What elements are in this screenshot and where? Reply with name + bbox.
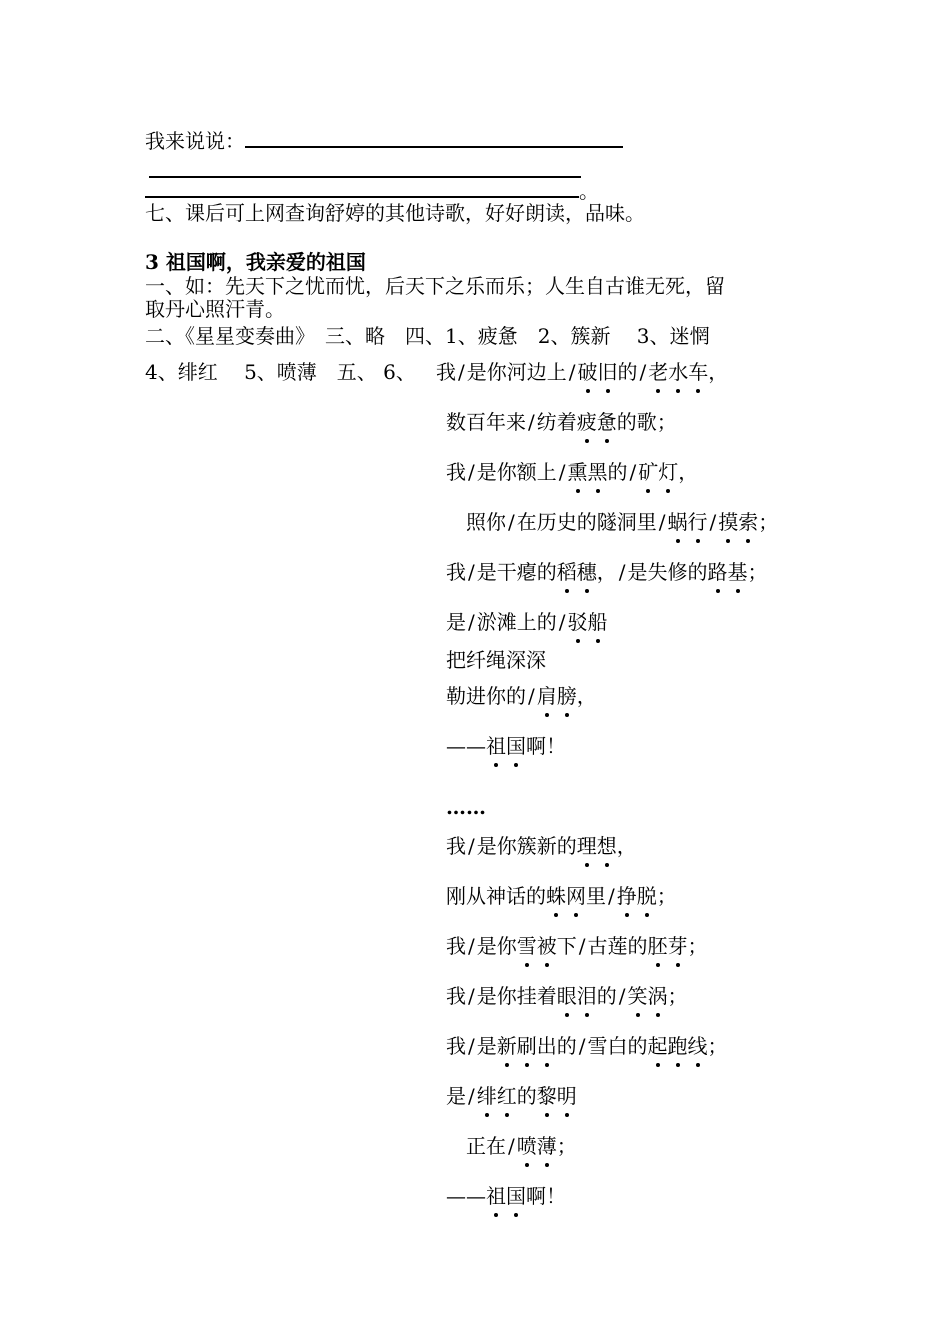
poem-text: 我 [446, 834, 466, 858]
poem-text: —— [446, 734, 486, 758]
speak-prompt-label: 我来说说： [145, 129, 245, 153]
stressed-char: 行 [687, 510, 708, 534]
poem-text: 刚从神话的 [446, 884, 546, 908]
stressed-word [648, 360, 708, 384]
pause-mark: / [468, 1084, 475, 1108]
poem-text: 的 [617, 360, 638, 384]
pause-mark: / [468, 1034, 475, 1058]
poem-line [446, 1034, 728, 1058]
poem-text: ； [747, 560, 768, 584]
stressed-char: 想 [596, 834, 617, 858]
pause-mark: / [468, 834, 475, 858]
stressed-char: 祖 [486, 1184, 506, 1208]
stressed-char: 穗 [576, 560, 597, 584]
stressed-char: 路 [707, 560, 728, 584]
stressed-char: 基 [727, 560, 748, 584]
poem-text: 我 [446, 984, 466, 1008]
poem-line [446, 884, 677, 908]
stressed-char: 笑 [627, 984, 648, 1008]
stressed-word [537, 1084, 577, 1108]
poem-text: 的 [607, 460, 628, 484]
pause-mark: / [558, 460, 566, 484]
stressed-word [628, 984, 668, 1008]
stressed-word [557, 984, 597, 1008]
stressed-word [537, 684, 577, 708]
stressed-char: 疲 [576, 410, 597, 434]
stressed-char: 刷 [516, 1034, 537, 1058]
poem-text: 我 [446, 934, 466, 958]
stressed-char: 黎 [536, 1084, 557, 1108]
stressed-word [577, 834, 617, 858]
pause-mark: / [618, 984, 626, 1008]
answer-blank-2[interactable] [149, 158, 581, 178]
stressed-char: 蛛 [546, 884, 566, 908]
stressed-char: 黑 [587, 460, 608, 484]
poem-text: 我 [446, 1034, 466, 1058]
poem-text: ， [708, 360, 729, 384]
stressed-word [577, 410, 617, 434]
stressed-char: 摸 [718, 510, 739, 534]
section-title: 3 祖国啊，我亲爱的祖国 [145, 250, 366, 274]
stressed-char: 熏 [567, 460, 588, 484]
stressed-char: 灯 [658, 460, 679, 484]
stressed-char: 膀 [556, 684, 577, 708]
poem-line [446, 984, 688, 1008]
stressed-char: 绯 [476, 1084, 497, 1108]
stressed-char: 跑 [667, 1034, 688, 1058]
pause-mark: / [578, 934, 586, 958]
poem-line [446, 934, 708, 958]
stressed-char: 国 [506, 1184, 526, 1208]
answer-two-line: 二、《星星变奏曲》 三、略 四、1、疲惫 2、簇新 3、迷惘 [145, 324, 710, 348]
pause-mark: / [468, 460, 475, 484]
poem-line [446, 410, 677, 434]
poem-text: 纺着 [536, 410, 577, 434]
stressed-char: 网 [566, 884, 586, 908]
poem-text: 我 [446, 560, 466, 584]
stressed-char: 船 [587, 610, 608, 634]
poem-text: ， [576, 684, 597, 708]
stressed-char: 国 [506, 734, 526, 758]
pause-mark: / [528, 684, 535, 708]
poem-text: 是干瘪的 [476, 560, 557, 584]
poem-text: 是 [446, 1084, 466, 1108]
poem-line [446, 560, 768, 584]
stressed-char: 车 [688, 360, 709, 384]
pause-mark: / [558, 610, 566, 634]
stressed-word [497, 1034, 557, 1058]
answer-one-line-a: 一、如：先天下之忧而忧，后天下之乐而乐；人生自古谁无死，留 [145, 274, 725, 298]
poem-text: 的 [556, 1034, 577, 1058]
stressed-char: 泪 [576, 984, 597, 1008]
pause-mark: / [658, 510, 666, 534]
stressed-char: 线 [687, 1034, 708, 1058]
poem-text: 啊！ [526, 734, 566, 758]
stressed-word [718, 510, 758, 534]
poem-text: 是你河边上 [466, 360, 567, 384]
pause-mark: / [468, 610, 475, 634]
poem-text: 啊！ [526, 1184, 566, 1208]
stressed-char: 水 [668, 360, 689, 384]
stressed-char: 索 [738, 510, 759, 534]
stressed-char: 胚 [647, 934, 668, 958]
poem-text: 照你 [446, 510, 506, 534]
poem-line [446, 834, 637, 858]
poem-text: 淤滩上的 [476, 610, 557, 634]
stressed-char: 驳 [567, 610, 588, 634]
stressed-word [486, 734, 526, 758]
stressed-char: 出 [536, 1034, 557, 1058]
poem-text: 里 [586, 884, 606, 908]
poem-text: 是你额上 [476, 460, 557, 484]
stressed-char: 眼 [556, 984, 577, 1008]
stressed-word [546, 884, 586, 908]
stressed-word [638, 460, 678, 484]
poem-line [446, 510, 778, 534]
poem-text: ； [656, 884, 677, 908]
stressed-word [517, 934, 557, 958]
stressed-char: 理 [576, 834, 597, 858]
speak-prompt-line [145, 128, 623, 153]
pause-mark: / [468, 984, 475, 1008]
poem-text: ； [687, 934, 708, 958]
poem-line [446, 734, 566, 758]
poem-line [436, 360, 728, 384]
pause-mark: / [608, 884, 615, 908]
pause-mark: / [528, 410, 535, 434]
poem-text: 把纤绳深深 [446, 648, 546, 672]
stressed-word [708, 560, 748, 584]
stressed-word [477, 1084, 517, 1108]
poem-text: 的歌； [616, 410, 677, 434]
poem-line [446, 610, 608, 634]
poem-line [446, 1134, 577, 1158]
stressed-char: 蜗 [667, 510, 688, 534]
pause-mark: / [629, 460, 637, 484]
stressed-char: 祖 [486, 734, 506, 758]
stressed-char: 红 [496, 1084, 517, 1108]
poem-text: 在历史的隧洞里 [516, 510, 657, 534]
stressed-char: 喷 [516, 1134, 537, 1158]
pause-mark: / [458, 360, 465, 384]
stressed-word [578, 360, 618, 384]
stressed-char: 涡 [647, 984, 668, 1008]
poem-text: 的 [596, 984, 617, 1008]
poem-text: 是你 [476, 934, 517, 958]
poem-line [446, 1184, 566, 1208]
stressed-word [557, 560, 597, 584]
poem-line [446, 648, 546, 672]
stressed-word [517, 1134, 557, 1158]
answer-blank-1[interactable] [245, 128, 623, 148]
pause-mark: / [618, 560, 626, 584]
stressed-word [648, 1034, 708, 1058]
stressed-char: 被 [536, 934, 557, 958]
poem-text: 下 [556, 934, 577, 958]
stressed-char: 脱 [636, 884, 657, 908]
poem-text: 古莲的 [587, 934, 648, 958]
pause-mark: / [508, 510, 515, 534]
poem-line [446, 460, 698, 484]
poem-text: 是 [446, 610, 466, 634]
poem-text: 我 [446, 460, 466, 484]
pause-mark: / [468, 934, 475, 958]
poem-text: 雪白的 [587, 1034, 648, 1058]
stressed-char: 明 [556, 1084, 577, 1108]
stressed-char: 旧 [597, 360, 618, 384]
stressed-word [568, 610, 608, 634]
answer-blank-3[interactable] [145, 178, 579, 198]
poem-text: 正在 [446, 1134, 506, 1158]
stressed-char: 肩 [536, 684, 557, 708]
pause-mark: / [709, 510, 717, 534]
period-mark: 。 [579, 179, 599, 203]
poem-text: ； [667, 984, 688, 1008]
answer-blank-line-3 [145, 178, 599, 203]
poem-line [446, 1084, 577, 1108]
poem-text: 是你簇新的 [476, 834, 577, 858]
poem-text: ； [556, 1134, 577, 1158]
item-seven: 七、课后可上网查询舒婷的其他诗歌，好好朗读，品味。 [145, 201, 645, 225]
stressed-word [648, 934, 688, 958]
stressed-word [486, 1184, 526, 1208]
stressed-word [568, 460, 608, 484]
poem-text: 是你挂着 [476, 984, 557, 1008]
stressed-char: 惫 [596, 410, 617, 434]
poem-line [446, 684, 597, 708]
pause-mark: / [578, 1034, 586, 1058]
poem-text: 勒进你的 [446, 684, 526, 708]
stressed-char: 起 [647, 1034, 668, 1058]
poem-text: 是 [476, 1034, 497, 1058]
pause-mark: / [468, 560, 475, 584]
stressed-char: 矿 [638, 460, 659, 484]
pause-mark: / [568, 360, 576, 384]
poem-ellipsis: …… [446, 795, 486, 819]
stressed-char: 挣 [616, 884, 637, 908]
poem-text: 是失修的 [627, 560, 708, 584]
poem-text: ， [596, 560, 617, 584]
poem-text: ； [758, 510, 779, 534]
poem-text: 我 [436, 360, 456, 384]
poem-text: ； [707, 1034, 728, 1058]
stressed-char: 稻 [556, 560, 577, 584]
stressed-char: 破 [577, 360, 598, 384]
pause-mark: / [508, 1134, 515, 1158]
stressed-char: 芽 [667, 934, 688, 958]
poem-text: —— [446, 1184, 486, 1208]
stressed-char: 老 [648, 360, 669, 384]
stressed-char: 新 [496, 1034, 517, 1058]
answer-four-line: 4、绯红 5、喷薄 五、 6、 [145, 360, 416, 384]
poem-text: 的 [516, 1084, 537, 1108]
stressed-word [617, 884, 657, 908]
poem-text: ， [616, 834, 637, 858]
poem-text: 数百年来 [446, 410, 526, 434]
stressed-char: 薄 [536, 1134, 557, 1158]
pause-mark: / [639, 360, 647, 384]
stressed-word [668, 510, 708, 534]
poem-text: ， [678, 460, 699, 484]
stressed-char: 雪 [516, 934, 537, 958]
answer-one-line-b: 取丹心照汗青。 [145, 297, 285, 321]
